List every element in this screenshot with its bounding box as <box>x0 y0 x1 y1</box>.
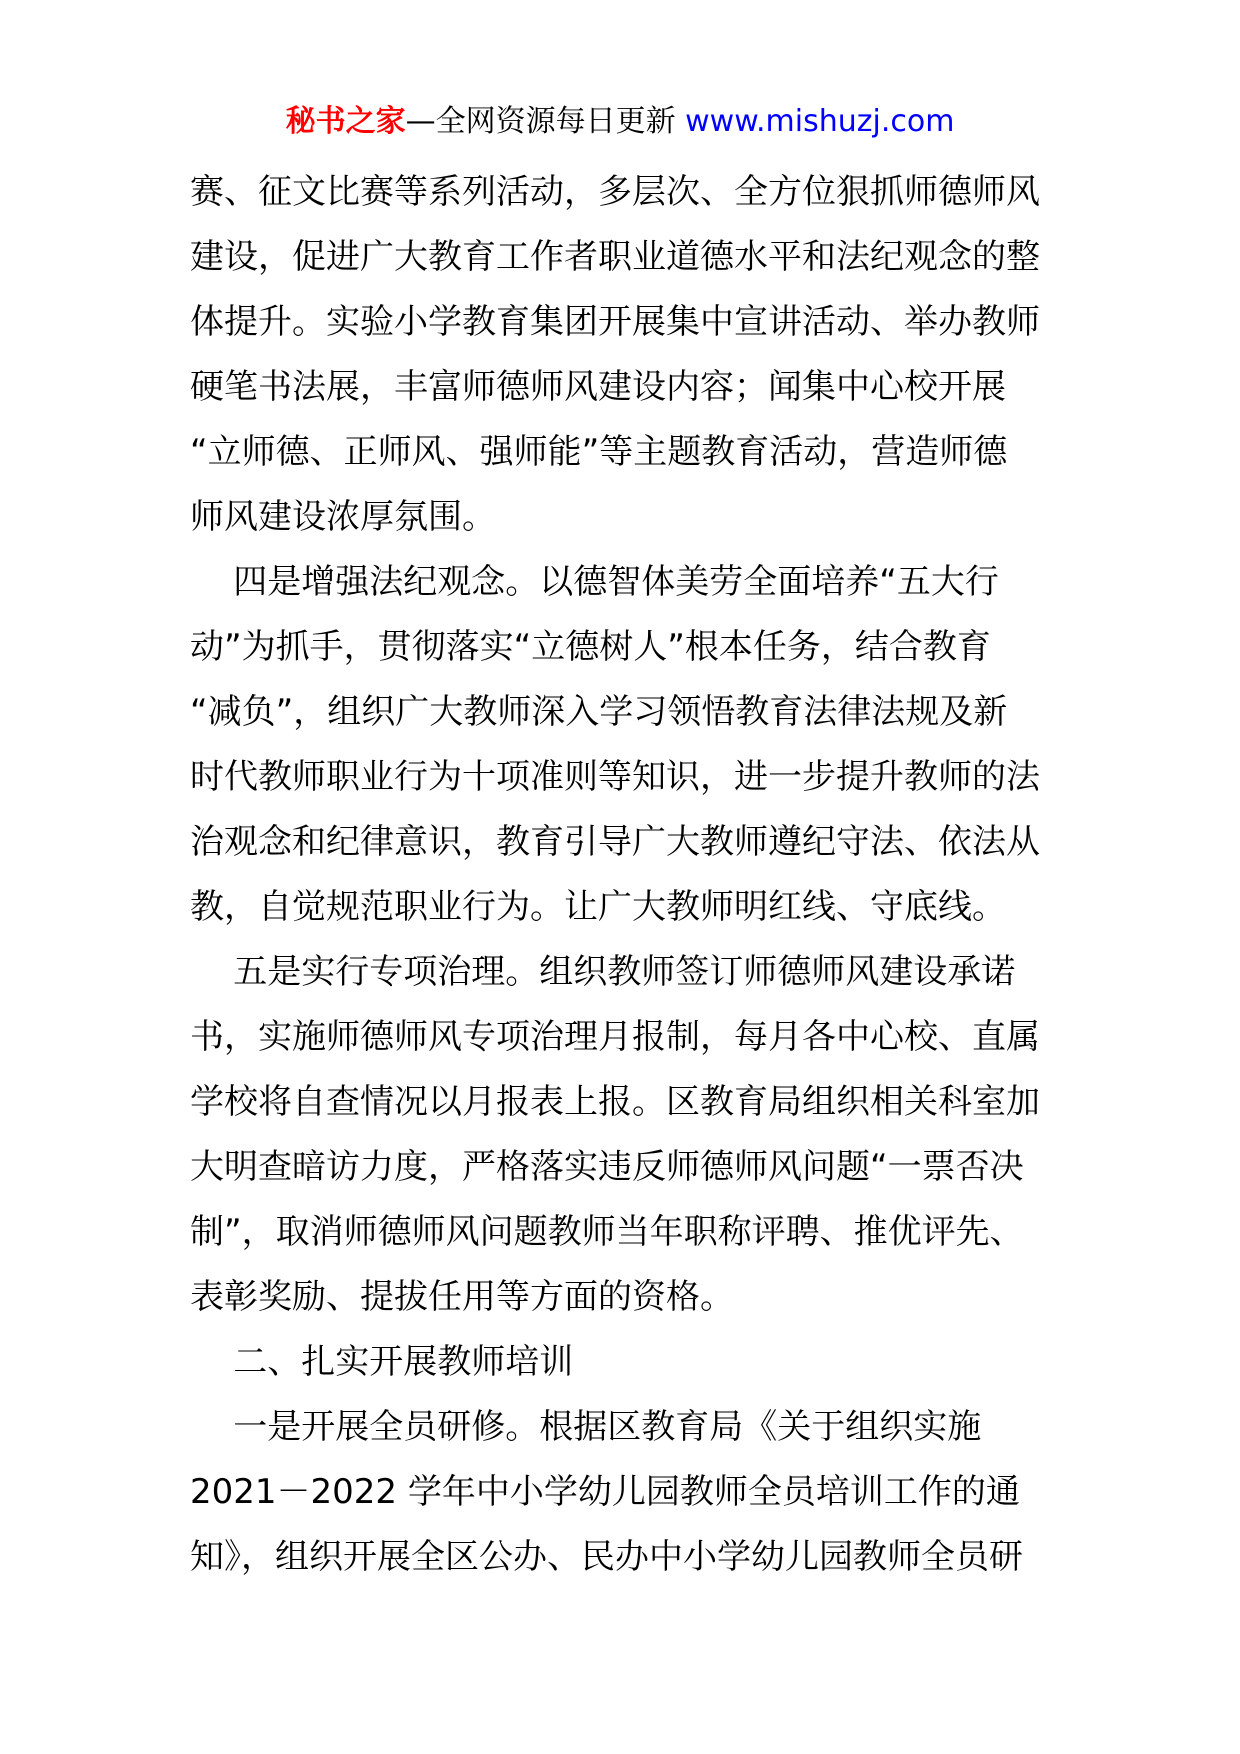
body-line: 五是实行专项治理。组织教师签订师德师风建设承诺 <box>190 952 1016 992</box>
body-line: 学校将自查情况以月报表上报。区教育局组织相关科室加 <box>190 1082 1040 1122</box>
body-line: “立师德、正师风、强师能”等主题教育活动，营造师德 <box>190 432 1008 472</box>
body-line: 硬笔书法展，丰富师德师风建设内容；闻集中心校开展 <box>190 367 1006 407</box>
site-header <box>0 100 1240 144</box>
body-line: 师风建设浓厚氛围。 <box>190 497 496 537</box>
body-line: 表彰奖励、提拔任用等方面的资格。 <box>190 1277 734 1317</box>
body-line: 大明查暗访力度，严格落实违反师德师风问题“一票否决 <box>190 1147 1024 1187</box>
body-line: 教，自觉规范职业行为。让广大教师明红线、守底线。 <box>190 887 1006 927</box>
body-line: 治观念和纪律意识，教育引导广大教师遵纪守法、依法从 <box>190 822 1040 862</box>
body-line: 体提升。实验小学教育集团开展集中宣讲活动、举办教师 <box>190 302 1040 342</box>
body-line: 四是增强法纪观念。以德智体美劳全面培养“五大行 <box>190 562 999 602</box>
body-line: 动”为抓手，贯彻落实“立德树人”根本任务，结合教育 <box>190 627 991 667</box>
body-line: 建设，促进广大教育工作者职业道德水平和法纪观念的整 <box>190 237 1040 277</box>
body-line: 2021－2022 学年中小学幼儿园教师全员培训工作的通 <box>190 1472 1020 1512</box>
site-tagline: —全网资源每日更新 <box>405 104 676 139</box>
body-line: 时代教师职业行为十项准则等知识，进一步提升教师的法 <box>190 757 1040 797</box>
body-line: “减负”，组织广大教师深入学习领悟教育法律法规及新 <box>190 692 1008 732</box>
body-line: 一是开展全员研修。根据区教育局《关于组织实施 <box>190 1407 982 1447</box>
body-line: 赛、征文比赛等系列活动，多层次、全方位狠抓师德师风 <box>190 172 1040 212</box>
body-line: 书，实施师德师风专项治理月报制，每月各中心校、直属 <box>190 1017 1040 1057</box>
section-heading: 二、扎实开展教师培训 <box>190 1342 574 1382</box>
document-body <box>190 160 1050 1590</box>
body-line: 制”，取消师德师风问题教师当年职称评聘、推优评先、 <box>190 1212 1024 1252</box>
site-brand: 秘书之家 <box>285 104 406 139</box>
site-url-link[interactable]: www.mishuzj.com <box>685 104 955 139</box>
body-line: 知》，组织开展全区公办、民办中小学幼儿园教师全员研 <box>190 1537 1023 1577</box>
